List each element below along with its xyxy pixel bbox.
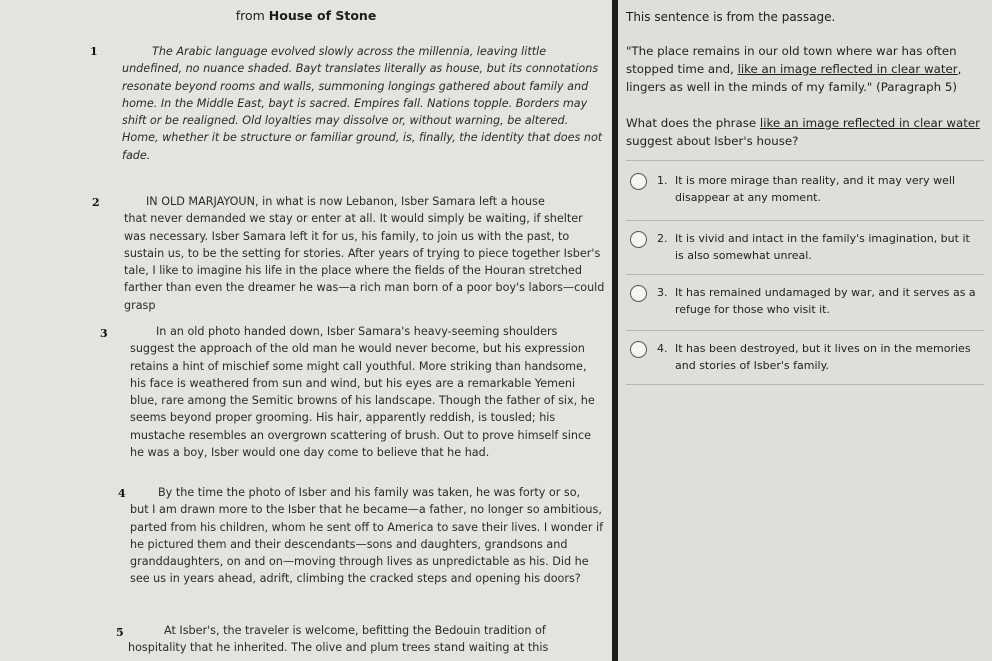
divider [626, 220, 984, 221]
paragraph-number-1: 1 [90, 45, 98, 58]
radio-button[interactable] [630, 285, 647, 302]
quoted-sentence: "The place remains in our old town where war has often stopped time and, like an image reflected in clear water, lingers as well in the minds of my family." (Paragraph 5) [626, 44, 962, 94]
answer-option-3[interactable]: 3. It has remained undamaged by war, and it serves as a refuge for those who visit it. [630, 284, 980, 318]
paragraph-2: IN OLD MARJAYOUN, in what is now Lebanon, Isber Samara left a house that never demanded we stay or enter at all. It would simply be waiting, if shelter was necessary. Isber Samara left it for us, his family, to join us with the past, to sustain us, to be the setting for stories. After years of trying to piece together Isber's tale, I like to imagine his life in the place where the fields of the Houran stretched farther than even the dreamer he was—a rich man born of a poor boy's labors—could grasp [124, 195, 605, 312]
quote-underlined-phrase: like an image reflected in clear water [737, 62, 958, 76]
divider [626, 384, 984, 385]
radio-button[interactable] [630, 173, 647, 190]
paragraph-number-5: 5 [116, 626, 124, 639]
paragraph-4: By the time the photo of Isber and his family was taken, he was forty or so, but I am drawn more to the Isber that he became—a father, no longer so ambitious, parted from his children, whom he sent off to America to save their lives. I wonder if he pictured them and their descendants—sons and daughters, grandsons and granddaughters, on and on—moving through lives as unpredictable as his. Did he see us in years ahead, adrift, climbing the cracked steps and opening his doors? [130, 486, 604, 586]
radio-button[interactable] [630, 231, 647, 248]
answer-option-2[interactable]: 2. It is vivid and intact in the family's imagination, but it is also somewhat unreal. [630, 230, 980, 264]
question-underlined-phrase: like an image reflected in clear water [759, 116, 980, 130]
paragraph-number-3: 3 [100, 327, 108, 340]
paragraph-3: In an old photo handed down, Isber Samara's heavy-seeming shoulders suggest the approach of the old man he would never become, but his expression retains a hint of mischief some might call youthful. More striking than handsome, his face is weathered from sun and wind, but his eyes are a remarkable Yemeni blue, rare among the Semitic browns of his landscape. Though the father of six, he seems beyond proper grooming. His hair, apparently reddish, is tousled; his mustache resembles an overgrown scattering of brush. Out to prove himself since he was a boy, Isber would one day come to believe that he had. [130, 325, 595, 460]
question-text: What does the phrase like an image reflected in clear water suggest about Isber's house? [626, 116, 980, 148]
answer-option-1[interactable]: 1. It is more mirage than reality, and it may very well disappear at any moment. [630, 172, 980, 206]
answer-option-4[interactable]: 4. It has been destroyed, but it lives on in the memories and stories of Isber's family. [630, 340, 980, 374]
paragraph-number-2: 2 [92, 196, 100, 209]
passage-title-bold: House of Stone [268, 8, 377, 23]
divider [626, 274, 984, 275]
divider [626, 330, 984, 331]
question-panel [618, 0, 992, 661]
radio-button[interactable] [630, 341, 647, 358]
paragraph-1: The Arabic language evolved slowly across the millennia, leaving little undefined, no nuance shaded. Bayt translates literally as house, but its connotations resonate beyond rooms and walls, summoning longings gathered about family and home. In the Middle East, bayt is sacred. Empires fall. Nations topple. Borders may shift or be realigned. Old loyalties may dissolve or, without warning, be altered. Home, whether it be structure or familiar ground, is, finally, the identity that does not fade. [122, 45, 603, 162]
paragraph-number-4: 4 [118, 487, 126, 500]
paragraph-5: At Isber's, the traveler is welcome, befitting the Bedouin tradition of hospitality that he inherited. The olive and plum trees stand waiting at this [128, 624, 549, 655]
question-intro: This sentence is from the passage. [626, 10, 836, 24]
passage-title: from House of Stone [235, 8, 377, 23]
divider [626, 160, 984, 161]
